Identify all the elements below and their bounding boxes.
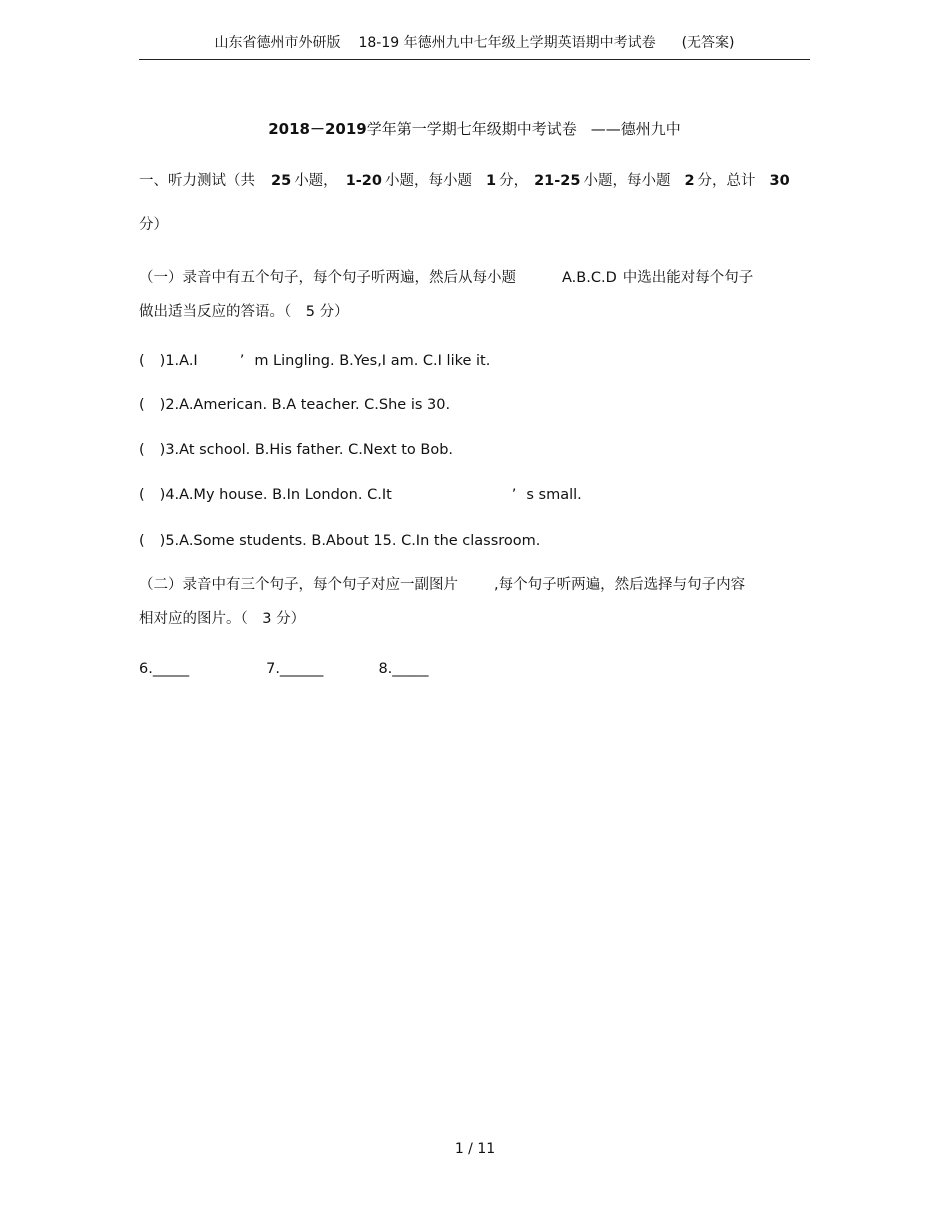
part-1-instructions-text-a: （一）录音中有五个句子，每个句子听两遍，然后从每小题 [139,270,516,286]
question-5 [139,532,540,550]
section-1-points-2: 2 [684,173,695,189]
part-1-instructions-line-1 [139,269,753,287]
blank-7: 7.______ [266,661,324,677]
part-1-instructions-text-c: 中选出能对每个句子 [622,270,754,286]
section-1-text-3: 小题，每小题 [384,173,472,189]
answer-paren: ( [139,397,145,413]
exam-title-school: ——德州九中 [590,120,681,138]
section-1-text-5: 小题，每小题 [583,173,671,189]
section-1-total-points: 30 [769,173,790,189]
header-part-1: 山东省德州市外研版 [214,35,341,51]
question-3 [139,441,453,459]
question-4 [139,486,582,504]
page-number: 1 / 11 [454,1141,496,1157]
page-header [139,34,810,52]
exam-title [139,120,810,138]
section-1-text-1: 一、听力测试（共 [139,173,255,189]
part-2-instructions-text-b: ,每个句子听两遍，然后选择与句子内容 [494,577,746,593]
part-1-instructions-line-2: 做出适当反应的答语。（ 5 分） [139,304,349,320]
exam-title-text: 学年第一学期七年级期中考试卷 [366,120,577,138]
answer-paren: ( [139,533,145,549]
header-part-2: 18-19 年德州九中七年级上学期英语期中考试卷 [358,35,656,51]
exam-title-years: 2018－2019 [268,120,367,138]
section-1-count-total: 25 [271,173,292,189]
question-1 [139,352,490,370]
part-1-options-label: A.B.C.D [562,270,617,286]
question-2 [139,396,450,414]
section-1-range-2: 21-25 [534,173,581,189]
section-1-heading [139,172,790,190]
answer-paren: ( [139,442,145,458]
question-3-text: )3.At school. B.His father. C.Next to Bob. [159,442,454,458]
header-part-3: (无答案) [681,35,735,51]
question-1-text-a: )1.A.I [159,353,198,369]
section-1-points-1: 1 [485,173,497,189]
part-2-instructions-line-2: 相对应的图片。（ 3 分） [139,611,306,627]
section-1-text-2: 小题， [294,173,338,189]
part-2-instructions-text-a: （二）录音中有三个句子，每个句子对应一副图片 [139,577,458,593]
section-1-text-6: 分，总计 [697,173,756,189]
question-1-text-c: m Lingling. B.Yes,I am. C.I like it. [254,353,491,369]
section-1-heading-continued: 分） [139,217,168,233]
question-5-text: )5.A.Some students. B.About 15. C.In the classroom. [159,533,541,549]
question-2-text: )2.A.American. B.A teacher. C.She is 30. [159,397,451,413]
answer-blanks [139,660,429,678]
blank-8: 8._____ [378,661,429,677]
answer-paren: ( [139,487,145,503]
question-1-apostrophe: ’ [239,353,245,369]
question-4-apostrophe: ’ [511,487,517,503]
answer-paren: ( [139,353,145,369]
blank-6: 6._____ [139,661,190,677]
question-4-text-a: )4.A.My house. B.In London. C.It [159,487,392,503]
part-2-instructions-line-1 [139,576,745,594]
question-4-text-c: s small. [526,487,582,503]
section-1-range-1: 1-20 [345,173,382,189]
section-1-text-4: 分， [499,173,529,189]
header-divider [139,59,810,60]
